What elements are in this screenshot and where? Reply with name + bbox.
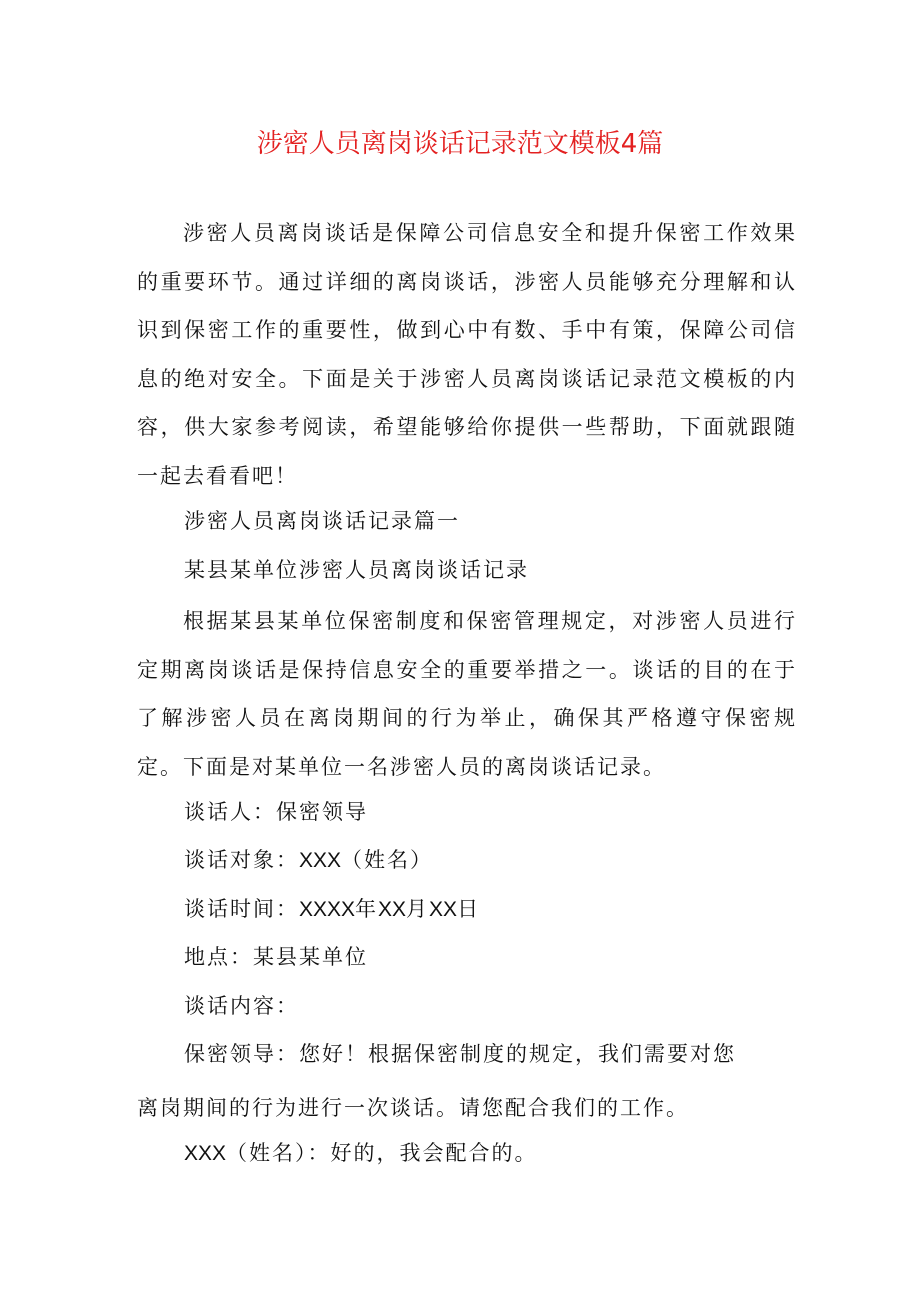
time-year: XXXX [299, 898, 356, 921]
record-title: 某县某单位涉密人员离岗谈话记录 [184, 558, 529, 582]
time-line [184, 894, 480, 925]
subject-value: XXX [299, 849, 342, 872]
section-heading: 涉密人员离岗谈话记录篇一 [184, 509, 460, 533]
time-month-unit: 月 [406, 897, 430, 921]
time-day: XX [429, 898, 458, 921]
intro-paragraph: 涉密人员离岗谈话是保障公司信息安全和提升保密工作效果的重要环节。通过详细的离岗谈话，涉密人员能够充分理解和认识到保密工作的重要性，做到心中有数、手中有策，保障公司信息的绝对安全。下面是关于涉密人员离岗谈话记录范文模板的内容，供大家参考阅读，希望能够给你提供一些帮助，下面就跟随一起去看看吧！ [137, 221, 797, 488]
dialog-2-text: （姓名）：好的，我会配合的。 [226, 1141, 538, 1165]
time-day-unit: 日 [457, 897, 481, 921]
dialog-1-line-1: 保密领导：您好！根据保密制度的规定，我们需要对您 [184, 1042, 736, 1066]
intro-block [137, 209, 797, 500]
content-label: 谈话内容： [184, 994, 299, 1018]
record-intro-block [137, 597, 797, 791]
time-year-unit: 年 [355, 897, 379, 921]
subject-note: （姓名） [341, 848, 434, 872]
time-month: XX [378, 898, 407, 921]
time-label: 谈话时间： [184, 897, 299, 921]
subject-label: 谈话对象： [184, 848, 299, 872]
interviewer-line: 谈话人：保密领导 [184, 800, 368, 824]
location-line: 地点：某县某单位 [184, 945, 368, 969]
dialog-2-name: XXX [184, 1142, 227, 1165]
subject-line [184, 845, 433, 876]
dialog-2-line [184, 1138, 538, 1169]
record-intro-paragraph: 根据某县某单位保密制度和保密管理规定，对涉密人员进行定期离岗谈话是保持信息安全的重要举措之一。谈话的目的在于了解涉密人员在离岗期间的行为举止，确保其严格遵守保密规定。下面是对某单位一名涉密人员的离岗谈话记录。 [137, 609, 797, 779]
document-title: 涉密人员离岗谈话记录范文模板4篇 [256, 129, 664, 159]
dialog-1-line-2: 离岗期间的行为进行一次谈话。请您配合我们的工作。 [137, 1096, 689, 1120]
